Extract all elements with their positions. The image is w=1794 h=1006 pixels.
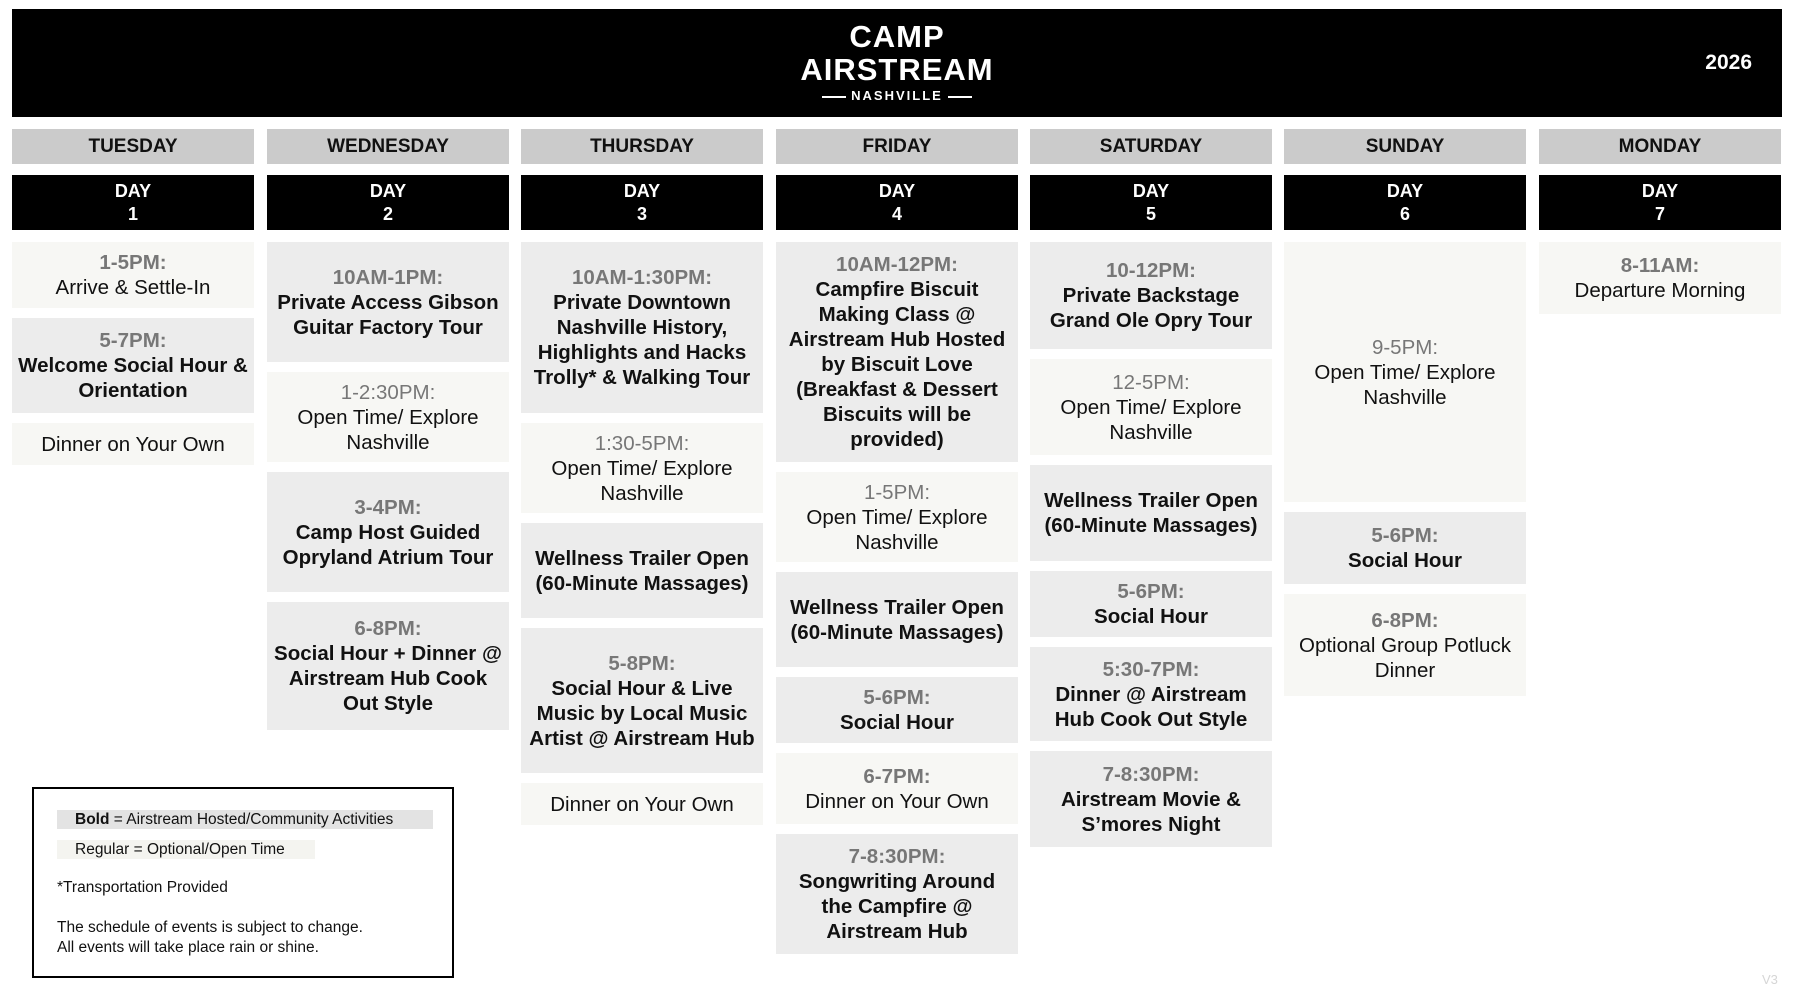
event-title: Social Hour	[1348, 549, 1462, 572]
logo-line-2: AIRSTREAM	[800, 52, 994, 87]
event-time: 8-11AM:	[1620, 254, 1700, 277]
event-time: 1-2:30PM:	[340, 380, 436, 404]
event-card	[776, 834, 1018, 954]
event-title: Wellness Trailer Open (60-Minute Massages)	[535, 546, 749, 595]
event-title: Open Time/ Explore Nashville	[1060, 395, 1242, 444]
version-label: V3	[1762, 972, 1778, 987]
event-card	[1030, 465, 1272, 561]
event-card	[1030, 359, 1272, 455]
event-time: 1-5PM:	[863, 480, 931, 504]
event-time: 6-8PM:	[354, 617, 422, 640]
event-card	[521, 242, 763, 413]
day-number-box	[267, 175, 509, 230]
event-card	[1030, 647, 1272, 741]
day-name: SUNDAY	[1284, 129, 1526, 164]
day-name: MONDAY	[1539, 129, 1781, 164]
event-title: Open Time/ Explore Nashville	[551, 456, 733, 505]
event-title: Private Access Gibson Guitar Factory Tour	[277, 290, 499, 339]
day-number: 4	[891, 203, 902, 224]
event-time: 5-6PM:	[1371, 524, 1439, 547]
year-label: 2026	[1705, 51, 1752, 74]
event-title: Social Hour	[1094, 605, 1208, 628]
event-time: 5-6PM:	[863, 686, 931, 709]
day-label: DAY	[1132, 180, 1170, 201]
event-title: Private Downtown Nashville History, Highlights and Hacks Trolly* & Walking Tour	[533, 291, 751, 389]
event-time: 6-7PM:	[863, 764, 931, 788]
event-time: 5:30-7PM:	[1102, 657, 1200, 681]
event-title: Welcome Social Hour & Orientation	[18, 354, 248, 402]
event-title: Songwriting Around the Campfire @ Airstream Hub	[798, 870, 996, 943]
event-card	[1539, 242, 1781, 314]
day-name: TUESDAY	[12, 129, 254, 164]
event-title: Campfire Biscuit Making Class @ Airstream Hub Hosted by Biscuit Love (Breakfast & Dessert Biscuits will be provided)	[788, 278, 1006, 451]
day-name: WEDNESDAY	[267, 129, 509, 164]
event-title: Optional Group Potluck Dinner	[1299, 633, 1511, 682]
event-card	[521, 523, 763, 618]
event-time: 10AM-12PM:	[836, 253, 958, 276]
legend-regular-key: Regular = Optional/Open Time	[57, 840, 315, 859]
day-number: 6	[1399, 203, 1410, 224]
event-card	[776, 472, 1018, 562]
event-card	[12, 242, 254, 308]
day-column-tuesday	[12, 129, 254, 475]
event-time: 6-8PM:	[1371, 608, 1439, 632]
event-title: Wellness Trailer Open (60-Minute Massages)	[790, 595, 1004, 644]
day-column-thursday	[521, 129, 763, 835]
day-number-box	[521, 175, 763, 230]
event-time: 1-5PM:	[99, 251, 167, 274]
event-title: Dinner on Your Own	[805, 789, 989, 813]
event-title: Private Backstage Grand Ole Opry Tour	[1049, 284, 1253, 332]
day-column-sunday	[1284, 129, 1526, 706]
day-column-monday	[1539, 129, 1781, 324]
event-card	[776, 572, 1018, 667]
day-label: DAY	[369, 180, 407, 201]
day-column-saturday	[1030, 129, 1272, 857]
legend-transport-note: *Transportation Provided	[57, 879, 228, 896]
day-name: THURSDAY	[521, 129, 763, 164]
event-time: 10AM-1PM:	[332, 265, 444, 289]
event-card	[12, 318, 254, 413]
day-number-box	[1539, 175, 1781, 230]
day-number: 7	[1654, 203, 1665, 224]
event-title: Dinner on Your Own	[41, 432, 225, 456]
legend-bold-word: Bold	[75, 811, 110, 828]
event-card	[1030, 571, 1272, 637]
day-number-box	[1284, 175, 1526, 230]
event-time: 1:30-5PM:	[594, 431, 690, 455]
legend-bold-desc: = Airstream Hosted/Community Activities	[109, 811, 394, 828]
event-time: 7-8:30PM:	[848, 845, 946, 868]
event-title: Wellness Trailer Open (60-Minute Massages)	[1044, 489, 1258, 537]
event-card	[521, 628, 763, 773]
camp-airstream-logo	[12, 21, 1782, 102]
event-card	[12, 423, 254, 465]
event-title: Dinner @ Airstream Hub Cook Out Style	[1054, 682, 1248, 731]
event-card	[776, 753, 1018, 824]
header-banner	[12, 9, 1782, 117]
day-label: DAY	[1641, 180, 1679, 201]
event-card	[776, 677, 1018, 743]
event-card	[1284, 512, 1526, 584]
event-time: 5-8PM:	[608, 651, 676, 675]
event-time: 9-5PM:	[1371, 335, 1439, 359]
legend-box	[32, 787, 454, 978]
event-time: 10AM-1:30PM:	[571, 266, 713, 289]
event-card	[267, 602, 509, 730]
legend-bold-key	[57, 810, 433, 829]
event-title: Open Time/ Explore Nashville	[297, 405, 479, 454]
legend-change-line-2: All events will take place rain or shine.	[57, 939, 319, 956]
event-title: Departure Morning	[1574, 279, 1746, 302]
day-number-box	[776, 175, 1018, 230]
day-number: 1	[127, 203, 138, 224]
logo-line-3	[12, 89, 1782, 102]
event-card	[267, 242, 509, 362]
legend-change-note	[57, 918, 363, 958]
legend-change-line-1: The schedule of events is subject to change.	[57, 919, 363, 936]
event-time: 12-5PM:	[1112, 370, 1190, 394]
day-number: 3	[636, 203, 647, 224]
day-column-wednesday	[267, 129, 509, 740]
event-card	[521, 783, 763, 825]
event-card	[776, 242, 1018, 462]
day-label: DAY	[1386, 180, 1424, 201]
event-card	[1284, 242, 1526, 502]
event-time: 5-6PM:	[1117, 580, 1185, 603]
event-title: Open Time/ Explore Nashville	[1314, 360, 1496, 409]
day-label: DAY	[878, 180, 916, 201]
day-number: 5	[1145, 203, 1156, 224]
event-card	[1030, 751, 1272, 847]
event-title: Camp Host Guided Opryland Atrium Tour	[282, 520, 494, 569]
day-number-box	[12, 175, 254, 230]
event-card	[1030, 242, 1272, 349]
day-number-box	[1030, 175, 1272, 230]
day-name: SATURDAY	[1030, 129, 1272, 164]
day-label: DAY	[623, 180, 661, 201]
day-column-friday	[776, 129, 1018, 964]
event-title: Dinner on Your Own	[550, 792, 734, 816]
event-time: 3-4PM:	[354, 495, 422, 519]
day-label: DAY	[114, 180, 152, 201]
event-time: 10-12PM:	[1105, 259, 1196, 282]
day-number: 2	[382, 203, 393, 224]
event-title: Open Time/ Explore Nashville	[806, 505, 988, 554]
event-time: 5-7PM:	[99, 329, 167, 352]
event-card	[267, 372, 509, 462]
event-title: Social Hour + Dinner @ Airstream Hub Cook Out Style	[274, 642, 502, 715]
event-card	[1284, 594, 1526, 696]
event-title: Social Hour & Live Music by Local Music Artist @ Airstream Hub	[529, 676, 755, 750]
event-time: 7-8:30PM:	[1102, 762, 1200, 786]
event-title: Arrive & Settle-In	[55, 276, 211, 299]
event-title: Airstream Movie & S’mores Night	[1060, 787, 1241, 836]
event-title: Social Hour	[840, 711, 954, 734]
event-card	[521, 423, 763, 513]
logo-line-1: CAMP	[849, 19, 945, 54]
logo-location: NASHVILLE	[851, 88, 943, 103]
event-card	[267, 472, 509, 592]
day-name: FRIDAY	[776, 129, 1018, 164]
